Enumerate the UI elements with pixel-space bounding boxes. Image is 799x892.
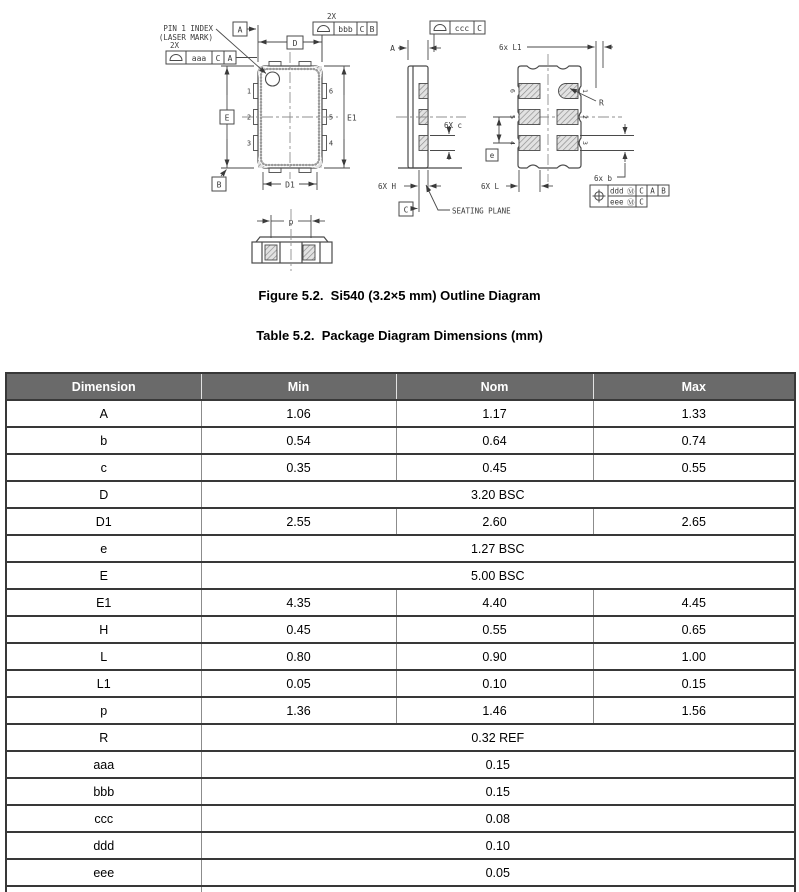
- dimension-cell: p: [6, 697, 201, 724]
- value-cell-span: 1.27 BSC: [201, 535, 795, 562]
- pin1-index-mark: [266, 72, 280, 86]
- dimension-cell: e: [6, 535, 201, 562]
- figure-caption: Figure 5.2. Si540 (3.2×5 mm) Outline Diagram: [258, 288, 541, 303]
- table-row: [6, 805, 795, 832]
- min-cell: 0.05: [201, 670, 396, 697]
- radius-label: R: [599, 98, 604, 108]
- header-max: Max: [593, 373, 795, 400]
- table-row: [6, 400, 795, 427]
- dim-e-label: E: [224, 113, 230, 123]
- dimension-cell: D: [6, 481, 201, 508]
- pin-number: 6: [508, 89, 517, 93]
- nom-cell: 4.40: [396, 589, 593, 616]
- dimension-cell: L1: [6, 670, 201, 697]
- dim-b-label: 6x b: [594, 174, 613, 183]
- svg-text:A: A: [227, 54, 233, 63]
- svg-text:Ⓜ: Ⓜ: [627, 197, 635, 207]
- header-nom: Nom: [396, 373, 593, 400]
- dimension-cell: D1: [6, 508, 201, 535]
- pin-number: 1: [246, 87, 252, 96]
- nom-cell: 0.45: [396, 454, 593, 481]
- nom-cell: 0.90: [396, 643, 593, 670]
- pin-number: 6: [328, 87, 334, 96]
- dim-p-label: p: [288, 217, 294, 227]
- value-cell-span: 0.15: [201, 778, 795, 805]
- fcf-bbb-qty: 2X: [327, 12, 337, 21]
- max-cell: 0.65: [593, 616, 795, 643]
- table-row: [6, 670, 795, 697]
- svg-text:B: B: [369, 25, 375, 34]
- pin-number: 2: [581, 115, 589, 119]
- header-min: Min: [201, 373, 396, 400]
- dimensions-table: [5, 372, 796, 892]
- value-cell-span: 0.05: [201, 859, 795, 886]
- max-cell: 1.33: [593, 400, 795, 427]
- nom-cell: 0.10: [396, 670, 593, 697]
- min-cell: 4.35: [201, 589, 396, 616]
- table-row: [6, 454, 795, 481]
- dimension-cell: L: [6, 643, 201, 670]
- max-cell: 0.55: [593, 454, 795, 481]
- dimension-cell: H: [6, 616, 201, 643]
- table-row: [6, 427, 795, 454]
- table-row: [6, 562, 795, 589]
- table-row-partial: [6, 886, 795, 892]
- min-cell: 1.36: [201, 697, 396, 724]
- pin-number: 3: [246, 139, 252, 148]
- dim-d1-label: D1: [285, 180, 295, 190]
- dim-l1-label: 6x L1: [499, 43, 522, 52]
- min-cell: 0.35: [201, 454, 396, 481]
- pin-number: 5: [328, 113, 334, 122]
- pin-number: 1: [581, 89, 589, 93]
- nom-cell: 2.60: [396, 508, 593, 535]
- table-title: Table 5.2. Package Diagram Dimensions (mm): [256, 328, 543, 343]
- bottom-view: [481, 41, 669, 207]
- value-cell-span: 0.15: [201, 751, 795, 778]
- dimension-cell: aaa: [6, 751, 201, 778]
- max-cell: 1.56: [593, 697, 795, 724]
- svg-text:C: C: [639, 197, 644, 207]
- max-cell: 0.15: [593, 670, 795, 697]
- table-row: [6, 859, 795, 886]
- max-cell: 0.74: [593, 427, 795, 454]
- dimension-cell: b: [6, 427, 201, 454]
- table-row: [6, 697, 795, 724]
- dimension-cell: E1: [6, 589, 201, 616]
- fcf-position: [590, 185, 669, 207]
- dimension-cell: eee: [6, 859, 201, 886]
- fcf-aaa: [166, 51, 236, 64]
- pin-number: 4: [328, 139, 334, 148]
- min-cell: 0.80: [201, 643, 396, 670]
- dim-e1-label: E1: [347, 113, 357, 123]
- dimension-cell: [6, 886, 201, 892]
- dim-h-label: 6X H: [378, 182, 397, 191]
- table-row: [6, 643, 795, 670]
- table-row: [6, 832, 795, 859]
- max-cell: 2.65: [593, 508, 795, 535]
- seating-plane-label: SEATING PLANE: [452, 206, 511, 216]
- table-row: [6, 589, 795, 616]
- outline-diagram: [0, 0, 799, 282]
- value-cell-span: [201, 886, 795, 892]
- value-cell-span: 3.20 BSC: [201, 481, 795, 508]
- max-cell: 1.00: [593, 643, 795, 670]
- svg-text:aaa: aaa: [191, 54, 207, 63]
- dimension-cell: R: [6, 724, 201, 751]
- max-cell: 4.45: [593, 589, 795, 616]
- min-cell: 0.54: [201, 427, 396, 454]
- dimension-cell: ccc: [6, 805, 201, 832]
- dimension-cell: c: [6, 454, 201, 481]
- front-view: [159, 12, 377, 191]
- table-row: [6, 751, 795, 778]
- datum-e-label: e: [489, 151, 495, 160]
- table-row: [6, 616, 795, 643]
- nom-cell: 0.55: [396, 616, 593, 643]
- table-header-row: [6, 373, 795, 400]
- dim-l-label: 6X L: [481, 182, 500, 191]
- dimension-cell: ddd: [6, 832, 201, 859]
- table-row: [6, 778, 795, 805]
- min-cell: 0.45: [201, 616, 396, 643]
- pin-number: 2: [246, 113, 252, 122]
- svg-text:B: B: [661, 186, 666, 196]
- dim-c-label: 6X c: [444, 121, 463, 130]
- table-row: [6, 535, 795, 562]
- min-cell: 2.55: [201, 508, 396, 535]
- svg-text:eee: eee: [610, 197, 624, 207]
- dimension-cell: bbb: [6, 778, 201, 805]
- dimension-cell: A: [6, 400, 201, 427]
- svg-text:Ⓜ: Ⓜ: [627, 186, 635, 196]
- end-view: [252, 209, 332, 271]
- table-row: [6, 481, 795, 508]
- fcf-bbb: [313, 22, 377, 35]
- svg-text:ddd: ddd: [610, 186, 624, 196]
- pin1-callout: PIN 1 INDEX: [163, 24, 213, 33]
- svg-text:C: C: [359, 25, 365, 34]
- svg-text:ccc: ccc: [454, 24, 470, 33]
- nom-cell: 1.17: [396, 400, 593, 427]
- value-cell-span: 0.10: [201, 832, 795, 859]
- pin-number: 3: [581, 141, 589, 145]
- datum-c-label: C: [403, 205, 409, 215]
- dimension-cell: E: [6, 562, 201, 589]
- svg-text:C: C: [477, 24, 482, 33]
- value-cell-span: 0.08: [201, 805, 795, 832]
- table-row: [6, 724, 795, 751]
- table-row: [6, 508, 795, 535]
- svg-text:C: C: [215, 54, 221, 63]
- fcf-aaa-qty: 2X: [170, 41, 180, 50]
- pin-number: 5: [508, 115, 517, 119]
- datum-a-label: A: [237, 25, 243, 35]
- fcf-ccc: [430, 21, 485, 34]
- nom-cell: 0.64: [396, 427, 593, 454]
- pin-number: 4: [508, 141, 517, 145]
- svg-text:A: A: [650, 186, 655, 196]
- pin1-callout: (LASER MARK): [158, 33, 213, 42]
- dim-d-label: D: [292, 39, 298, 48]
- svg-text:bbb: bbb: [338, 25, 353, 34]
- dim-a-label: A: [390, 44, 395, 53]
- svg-text:C: C: [639, 186, 644, 196]
- value-cell-span: 0.32 REF: [201, 724, 795, 751]
- nom-cell: 1.46: [396, 697, 593, 724]
- header-dimension: Dimension: [6, 373, 201, 400]
- value-cell-span: 5.00 BSC: [201, 562, 795, 589]
- min-cell: 1.06: [201, 400, 396, 427]
- datum-b-label: B: [216, 180, 222, 190]
